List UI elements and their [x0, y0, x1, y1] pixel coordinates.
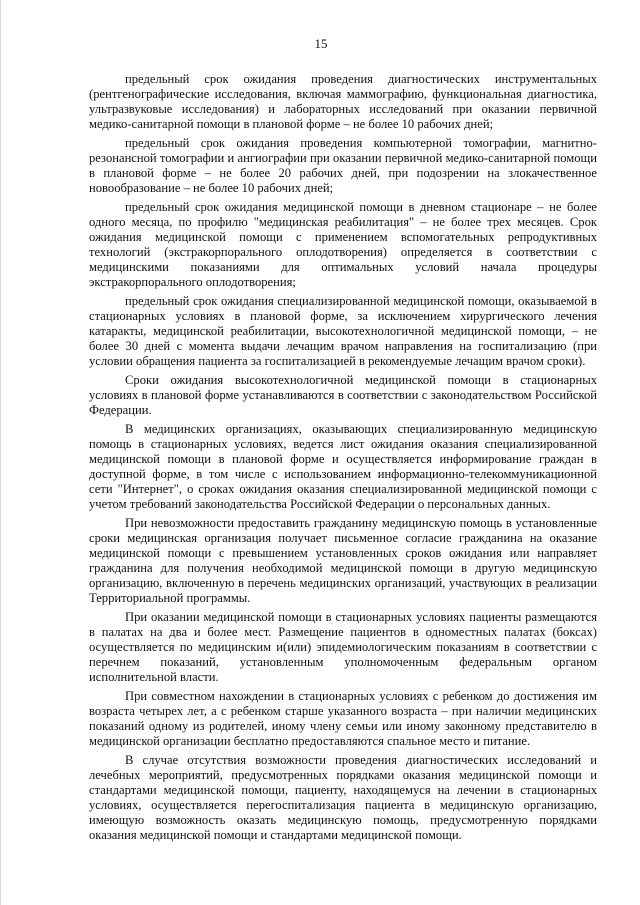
paragraph-day-hospital-wait: предельный срок ожидания медицинской помощи в дневном стационаре – не более одного месяца, по профилю "медицинская реабилитация" – не более трех месяцев. Срок ожидания медицинской помощи с применением вспомогательных репродуктивных технологий (экстракорпорального оплодотворения) определяется в соответствии с медицинскими показаниями для оптимальных условий начала процедуры экстракорпорального оплодотворения;	[89, 200, 597, 289]
paragraph-ct-mri-wait: предельный срок ожидания проведения компьютерной томографии, магнитно-резонансной томографии и ангиографии при оказании первичной медико-санитарной помощи в плановой форме – не более 20 рабочих дней, при подозрении на злокачественное новообразование – не более 10 рабочих дней;	[89, 136, 597, 195]
paragraph-specialized-care-wait: предельный срок ожидания специализированной медицинской помощи, оказываемой в стационарных условиях в плановой форме, за исключением хирургического лечения катаракты, медицинской реабилитации, высокотехнологичной медицинской помощи, – не более 30 дней с момента выдачи лечащим врачом направления на госпитализацию (при условии обращения пациента за госпитализацией в рекомендуемые лечащим врачом сроки).	[89, 294, 597, 368]
page-number: 15	[314, 36, 328, 51]
paragraph-child-stay: При совместном нахождении в стационарных условиях с ребенком до достижения им возраста четырех лет, а с ребенком старше указанного возраста – при наличии медицинских показаний одному из родителей, иному члену семьи или иному законному представителю в медицинской организации бесплатно предоставляются спальное место и питание.	[89, 689, 597, 748]
paragraph-diagnostic-wait: предельный срок ожидания проведения диагностических инструментальных (рентгенографические исследования, включая маммографию, функциональная диагностика, ультразвуковые исследования) и лабораторных исследований при оказании первичной медико-санитарной помощи в плановой форме – не более 10 рабочих дней;	[89, 72, 597, 131]
paragraph-impossibility: При невозможности предоставить гражданину медицинскую помощь в установленные сроки медицинская организация получает письменное согласие гражданина на оказание медицинской помощи с превышением установленных сроков ожидания или направляет гражданина для получения необходимой медицинской помощи в другую медицинскую организацию, включенную в перечень медицинских организаций, участвующих в реализации Территориальной программы.	[89, 516, 597, 605]
paragraph-high-tech-care: Сроки ожидания высокотехнологичной медицинской помощи в стационарных условиях в плановой форме устанавливаются в соответствии с законодательством Российской Федерации.	[89, 373, 597, 417]
paragraph-waiting-list: В медицинских организациях, оказывающих специализированную медицинскую помощь в стационарных условиях, ведется лист ожидания оказания специализированной медицинской помощи в плановой форме и осуществляется информирование граждан в доступной форме, в том числе с использованием информационно-телекоммуникационной сети "Интернет", о сроках ожидания оказания специализированной медицинской помощи с учетом требований законодательства Российской Федерации о персональных данных.	[89, 422, 597, 511]
paragraph-rehospitalization: В случае отсутствия возможности проведения диагностических исследований и лечебных мероприятий, предусмотренных порядками оказания медицинской помощи и стандартами медицинской помощи, пациенту, находящемуся на лечении в стационарных условиях, осуществляется перегоспитализация пациента в медицинскую организацию, имеющую возможность оказать медицинскую помощь, предусмотренную порядками оказания медицинской помощи и стандартами медицинской помощи.	[89, 753, 597, 842]
paragraph-ward-placement: При оказании медицинской помощи в стационарных условиях пациенты размещаются в палатах на два и более мест. Размещение пациентов в одноместных палатах (боксах) осуществляется по медицинским и(или) эпидемиологическим показаниям в соответствии с перечнем показаний, установленным уполномоченным федеральным органом исполнительной власти.	[89, 610, 597, 684]
document-body	[89, 72, 597, 847]
